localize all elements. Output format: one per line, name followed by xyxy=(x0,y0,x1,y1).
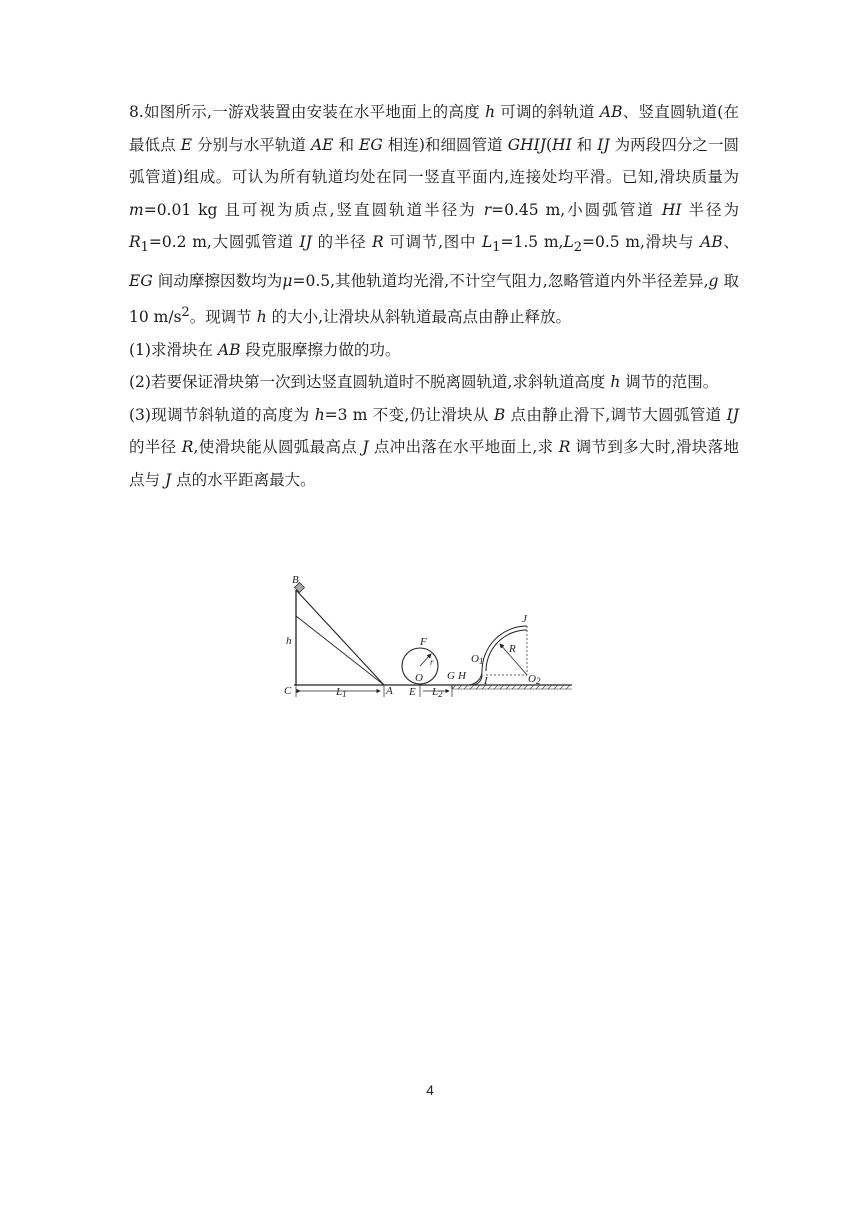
label-o1: O1 xyxy=(471,653,484,666)
incline-track-alt xyxy=(296,616,384,685)
tube-hi xyxy=(468,671,482,685)
track-diagram xyxy=(282,570,574,708)
label-r-big: R xyxy=(509,643,516,655)
question-1: (1)求滑块在 AB 段克服摩擦力做的功。 xyxy=(129,340,401,359)
label-h-point: H xyxy=(458,670,466,682)
label-j: J xyxy=(522,613,527,625)
incline-track-ab xyxy=(296,590,384,685)
label-b: B xyxy=(292,574,299,586)
page-number: 4 xyxy=(426,1082,434,1098)
tube-ij xyxy=(482,626,527,671)
problem-text xyxy=(129,96,739,496)
label-g: G xyxy=(447,670,455,682)
label-o2: O2 xyxy=(528,673,541,686)
label-h: h xyxy=(286,635,292,647)
label-l1: L1 xyxy=(336,686,347,699)
label-o: O xyxy=(415,672,423,684)
label-c: C xyxy=(284,685,292,697)
question-2: (2)若要保证滑块第一次到达竖直圆轨道时不脱离圆轨道,求斜轨道高度 h 调节的范围。 xyxy=(129,373,719,392)
label-e: E xyxy=(409,686,416,698)
label-f: F xyxy=(420,636,427,648)
label-l2: L2 xyxy=(432,686,443,699)
question-3: (3)现调节斜轨道的高度为 h=3 m 不变,仍让滑块从 B 点由静止滑下,调节大圆弧管道 IJ 的半径 R,使滑块能从圆弧最高点 J 点冲出落在水平地面上,求 R 调节到多大时,滑块落地点与 J 点的水平距离最大。 xyxy=(129,405,739,489)
label-i: I xyxy=(484,675,488,687)
problem-intro: 8.如图所示,一游戏装置由安装在水平地面上的高度 h 可调的斜轨道 AB、竖直圆轨道(在最低点 E 分别与水平轨道 AE 和 EG 相连)和细圆管道 GHIJ(HI 和 IJ 为两段四分之一圆弧管道)组成。可认为所有轨道均处在同一竖直平面内,连接处均平滑。已知,滑块质量为 m=0.01 kg 且可视为质点,竖直圆轨道半径为 r=0.45 m,小圆弧管道 HI 半径为 $R_1=0.2$ m,大圆弧管道 IJ 的半径 R 可调节,图中 $L_1=1.5$ $m,L_2=0.5$ m,滑块与 AB、EG 间动摩擦因数均为μ=0.5,其他轨道均光滑,不计空气阻力,忽略管道内外半径差异,g 取 10 $m/s^2$。现调节 h 的大小,让滑块从斜轨道最高点由静止释放。 xyxy=(129,103,740,327)
label-a: A xyxy=(386,685,393,697)
label-r: r xyxy=(430,657,434,667)
track-diagram-svg xyxy=(282,570,574,708)
